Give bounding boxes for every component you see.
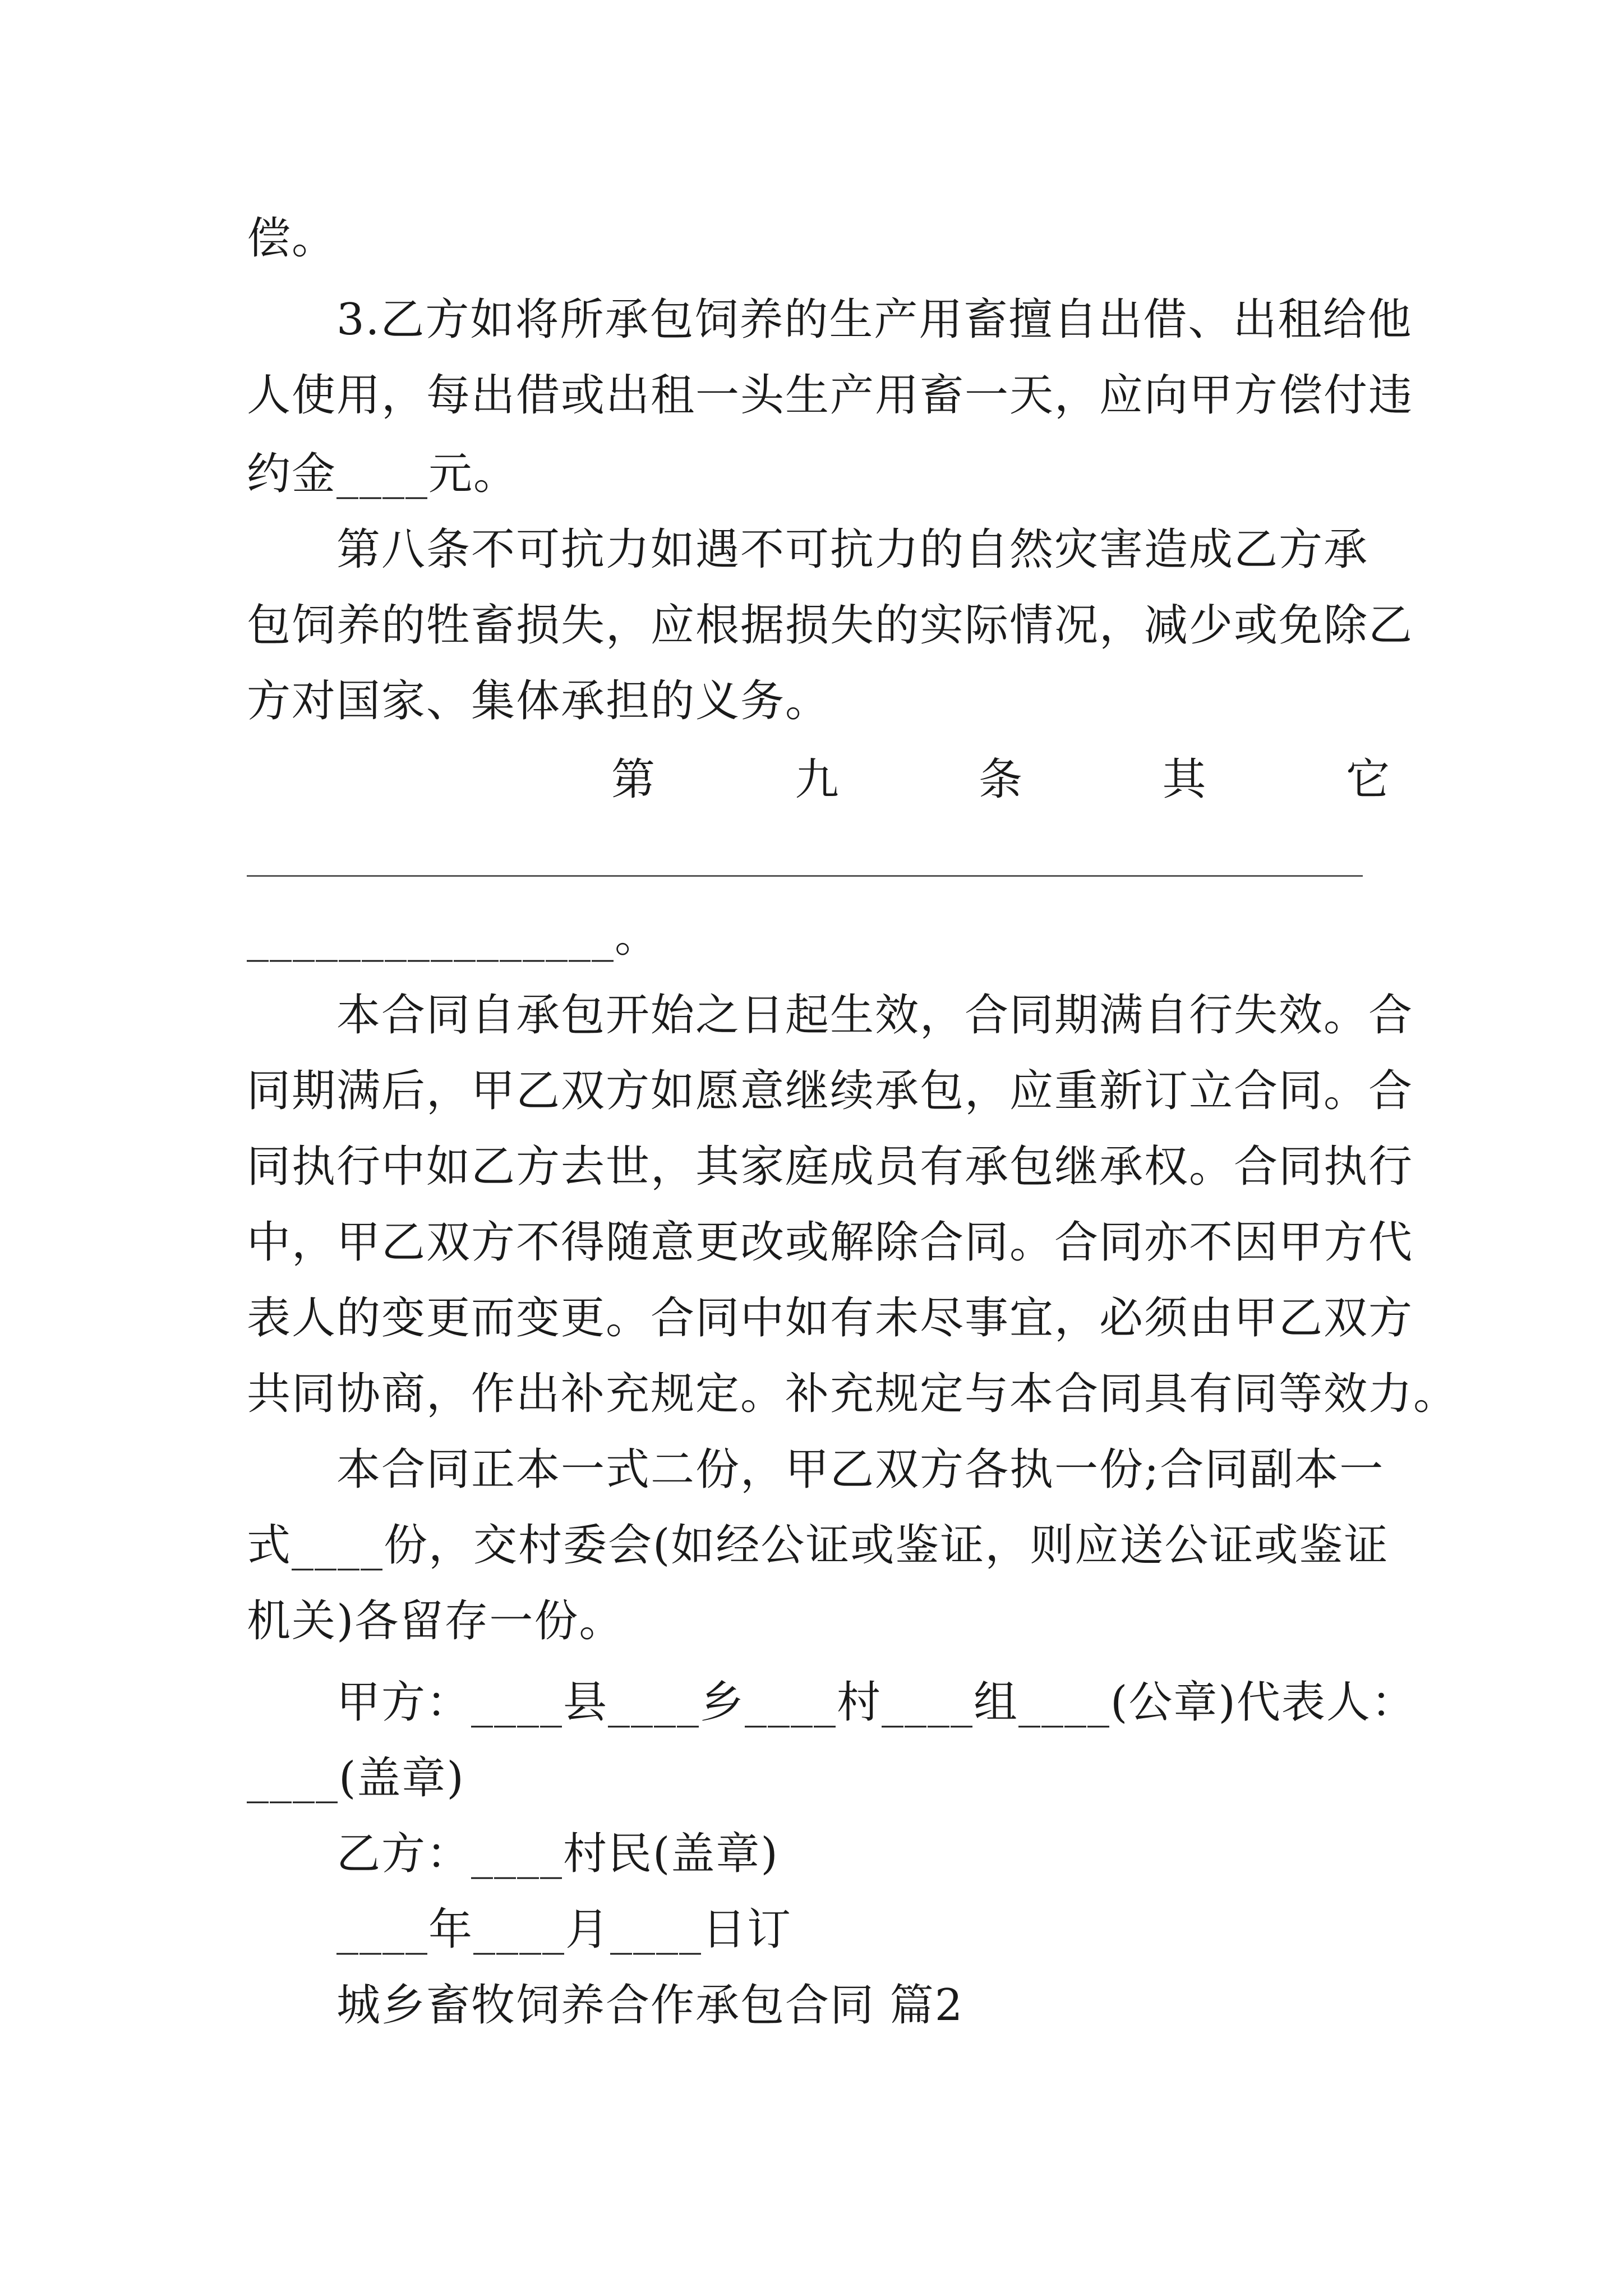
text-line-9: 本合同自承包开始之日起生效，合同期满自行失效。合 [336, 990, 1414, 1041]
party-a-line: 甲方：____县____乡____村____组____(公章)代表人： [336, 1677, 1416, 1728]
party-a-seal-line: ____(盖章) [247, 1753, 465, 1803]
text-line-3: 人使用，每出借或出租一头生产用畜一天，应向甲方偿付违 [247, 370, 1414, 421]
text-line-12: 中，甲乙双方不得随意更改或解除合同。合同亦不因甲方代 [247, 1217, 1414, 1268]
text-line-2: 3.乙方如将所承包饲养的生产用畜擅自出借、出租给他 [336, 295, 1413, 345]
signing-date-line: ____年____月____日订 [336, 1904, 792, 1955]
article-9-heading [611, 752, 1391, 808]
text-line-10: 同期满后，甲乙双方如愿意继续承包，应重新订立合同。合 [247, 1066, 1414, 1116]
text-line-16: 式____份，交村委会(如经公证或鉴证，则应送公证或鉴证 [247, 1520, 1389, 1571]
next-contract-title: 城乡畜牧饲养合作承包合同 篇2 [336, 1980, 964, 2031]
blank-fill-line [247, 875, 1363, 877]
text-line-11: 同执行中如乙方去世，其家庭成员有承包继承权。合同执行 [247, 1142, 1414, 1192]
text-line-15: 本合同正本一式二份，甲乙双方各执一份;合同副本一 [336, 1444, 1385, 1495]
text-line-4: 约金____元。 [247, 449, 519, 499]
article-9-char: 其 [1162, 754, 1207, 805]
text-line-6: 包饲养的牲畜损失，应根据损失的实际情况，减少或免除乙 [247, 600, 1414, 651]
text-line-1: 偿。 [247, 213, 337, 264]
text-line-14: 共同协商，作出补充规定。补充规定与本合同具有同等效力。 [247, 1369, 1459, 1419]
article-9-char: 条 [978, 754, 1023, 805]
text-line-13: 表人的变更而变更。合同中如有未尽事宜，必须由甲乙双方 [247, 1293, 1414, 1343]
article-9-char: 它 [1345, 754, 1391, 805]
party-b-line: 乙方：____村民(盖章) [336, 1829, 779, 1879]
article-9-char: 第 [611, 754, 657, 805]
text-line-17: 机关)各留存一份。 [247, 1596, 624, 1646]
article-9-char: 九 [795, 754, 840, 805]
text-line-5: 第八条不可抗力如遇不可抗力的自然灾害造成乙方承 [336, 524, 1369, 575]
text-line-7: 方对国家、集体承担的义务。 [247, 676, 831, 726]
text-line-8: ________________。 [247, 912, 660, 962]
